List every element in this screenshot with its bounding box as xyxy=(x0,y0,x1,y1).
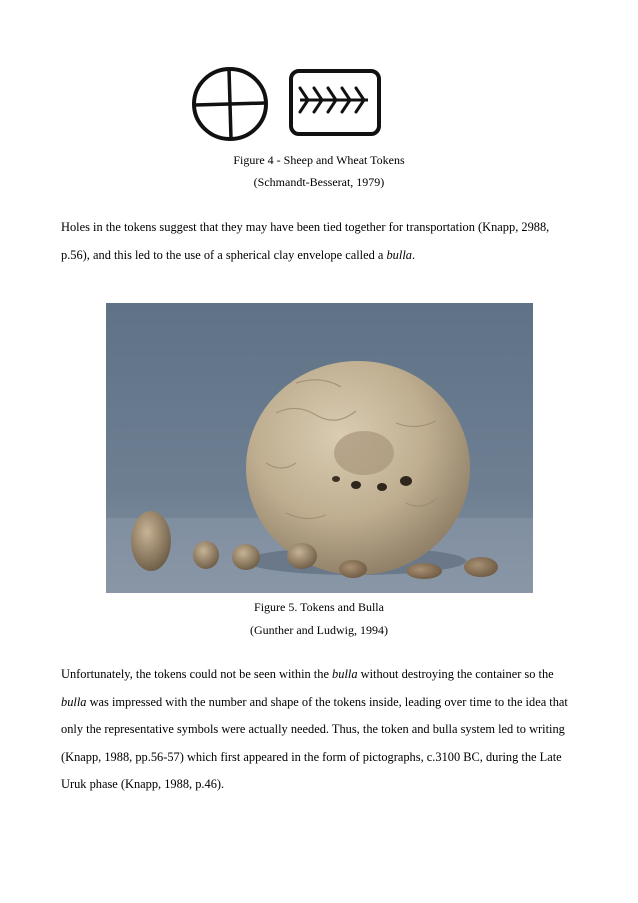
paragraph-writing-origin xyxy=(61,661,581,799)
paragraph2-italic-bulla-1: bulla xyxy=(332,667,358,681)
wheat-token-icon xyxy=(288,68,382,138)
tokens-and-bulla-photo xyxy=(106,303,533,593)
figure4-caption-line1: Figure 4 - Sheep and Wheat Tokens xyxy=(233,153,405,167)
paragraph-bulla-intro xyxy=(61,214,581,269)
paragraph2-text-2: without destroying the container so the xyxy=(357,667,554,681)
paragraph2-text-1: Unfortunately, the tokens could not be seen within the xyxy=(61,667,333,681)
paragraph1-italic-bulla: bulla xyxy=(386,247,412,262)
figure4-caption-line2: (Schmandt-Besserat, 1979) xyxy=(253,175,385,189)
paragraph2-italic-bulla-2: bulla xyxy=(61,694,87,709)
paragraph2-text-3: was impressed with the number and shape of the tokens inside, leading over time to the idea that only the representative symbols were actually needed. Thus, the token and bulla system led to writing (Knapp, 1988, pp.56-57) which first appeared in the form of pictographs, c.3100 BC, during the Late Uruk phase (Knapp, 1988, p.46). xyxy=(61,694,568,791)
paragraph1-end: . xyxy=(411,247,416,262)
paragraph1-text: Holes in the tokens suggest that they may have been tied together for transportation (Knapp, 2988, p.56), and this led to the use of a spherical clay envelope called a xyxy=(61,220,550,262)
figure5-caption-line2: (Gunther and Ludwig, 1994) xyxy=(250,623,388,637)
sheep-token-icon xyxy=(190,64,270,144)
figure5-caption-line1: Figure 5. Tokens and Bulla xyxy=(254,600,384,614)
